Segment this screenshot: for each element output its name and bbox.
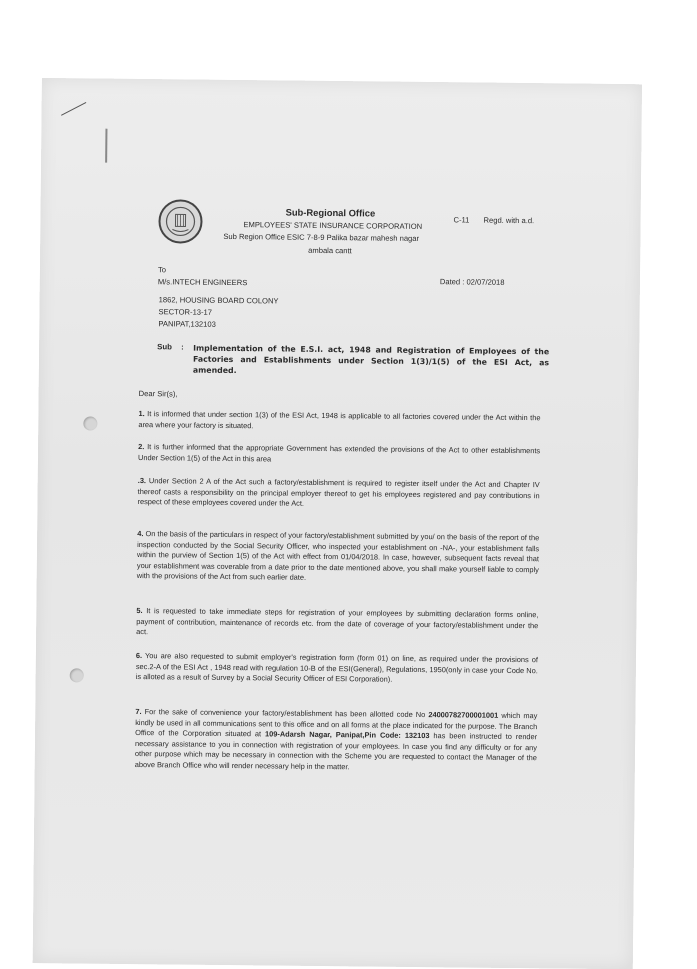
paragraph-text: has been instructed to render necessary assistance to you in connection with registration of your employees. In case you find any difficulty or for any other purpose which may be necessary in connection with the Scheme you are requested to contact the Manager of the above Branch Office who will render necessary help in the matter. bbox=[135, 731, 537, 771]
delivery-note: Regd. with a.d. bbox=[483, 216, 534, 226]
paragraph-text: Under Section 2 A of the Act such a factory/establishment is required to register itself under the Act and Chapter IV thereof casts a responsibility on the principal employer thereof to get his employees registered and pay contributions in respect of these employees covered under the Act. bbox=[138, 476, 540, 508]
paragraph-text: For the sake of convenience your factory/establishment has been allotted code No bbox=[145, 707, 426, 719]
paragraph-text: You are also requested to submit employer's registration form (form 01) on line, as required under the provisions of sec.2-A of the ESI Act , 1948 read with regulation 10-B of the ESI(General), Regulations, 1950(only in case your Code No. is alloted as a result of Survey by a Social Security Officer of ESI Corporation). bbox=[136, 651, 538, 684]
branch-office-address: 109-Adarsh Nagar, Panipat,Pin Code: 132103 bbox=[265, 730, 430, 741]
paragraph-text: It is requested to take immediate steps for registration of your employees by submitting declaration forms online, payment of contribution, maintenance of records etc. from the date of coverage of your factory/establishment under the act. bbox=[136, 606, 538, 636]
form-code: C-11 bbox=[453, 215, 469, 224]
paragraph-number: 7. bbox=[135, 707, 141, 716]
employer-code: 24000782700001001 bbox=[428, 710, 498, 720]
subject-text: Implementation of the E.S.I. act, 1948 and Registration of Employees of the Factories and Establishments under Section 1(3)/1(5) of the ESI Act, as amended. bbox=[193, 343, 549, 380]
paragraph-4 bbox=[137, 529, 540, 586]
paragraph-text: which may kindly be used in all communications sent to this office and on all forms at the place indicated for the purpose. The Branch Office of the Corporation situated at bbox=[135, 711, 537, 739]
salutation: Dear Sir(s), bbox=[139, 389, 178, 398]
paragraph-number: 6. bbox=[136, 651, 142, 660]
esic-emblem-logo bbox=[158, 199, 202, 243]
subject-label: Sub bbox=[157, 342, 172, 351]
office-address: Sub Region Office ESIC 7-8-9 Palika bazar mahesh nagar bbox=[223, 232, 419, 243]
pen-mark bbox=[61, 102, 86, 116]
scanned-letter-page bbox=[33, 78, 642, 969]
office-city: ambala cantt bbox=[308, 246, 352, 255]
punch-hole bbox=[83, 416, 97, 430]
recipient-name: M/s.INTECH ENGINEERS bbox=[158, 277, 248, 287]
paragraph-6 bbox=[136, 651, 538, 687]
recipient-address-line-1: 1862, HOUSING BOARD COLONY bbox=[159, 295, 279, 305]
paragraph-3 bbox=[138, 476, 540, 512]
paragraph-7 bbox=[135, 707, 538, 775]
office-title: Sub-Regional Office bbox=[286, 208, 376, 218]
date-line: Dated : 02/07/2018 bbox=[440, 277, 505, 287]
paragraph-number: 1. bbox=[138, 409, 144, 418]
paragraph-text: It is further informed that the appropriate Government has extended the provisions of the Act to other establishments Under Section 1(5) of the Act in this area bbox=[138, 442, 540, 463]
paragraph-number: 5. bbox=[136, 606, 142, 615]
paragraph-text: On the basis of the particulars in respect of your factory/establishment submitted by you/ on the basis of the report of the inspection conducted by the Social Security Officer, who inspected your establishment on -NA-, your establishment falls within the purview of Section 1(5) of the Act with effect from 01/04/2018. In case, however, subsequent facts reveal that your establishment was coverable from a date prior to the date mentioned above, you shall make yourself liable to comply with the provisions of the Act from such earlier date. bbox=[137, 529, 540, 582]
paragraph-number: .3. bbox=[138, 476, 146, 485]
paragraph-5 bbox=[136, 606, 538, 642]
paragraph-number: 2. bbox=[138, 442, 144, 451]
subject-colon: : bbox=[181, 342, 184, 351]
recipient-address-line-2: SECTOR-13-17 bbox=[159, 307, 213, 317]
pen-mark bbox=[105, 129, 107, 163]
punch-hole bbox=[70, 668, 84, 682]
paragraph-text: It is informed that under section 1(3) of the ESI Act, 1948 is applicable to all factories covered under the Act within the area where your factory is situated. bbox=[138, 409, 540, 430]
paragraph-number: 4. bbox=[137, 529, 143, 538]
recipient-address-line-3: PANIPAT,132103 bbox=[158, 319, 216, 329]
paragraph-2 bbox=[138, 442, 540, 467]
paragraph-1 bbox=[138, 409, 540, 434]
to-label: To bbox=[158, 265, 166, 274]
corporation-name: EMPLOYEES' STATE INSURANCE CORPORATION bbox=[243, 220, 422, 231]
